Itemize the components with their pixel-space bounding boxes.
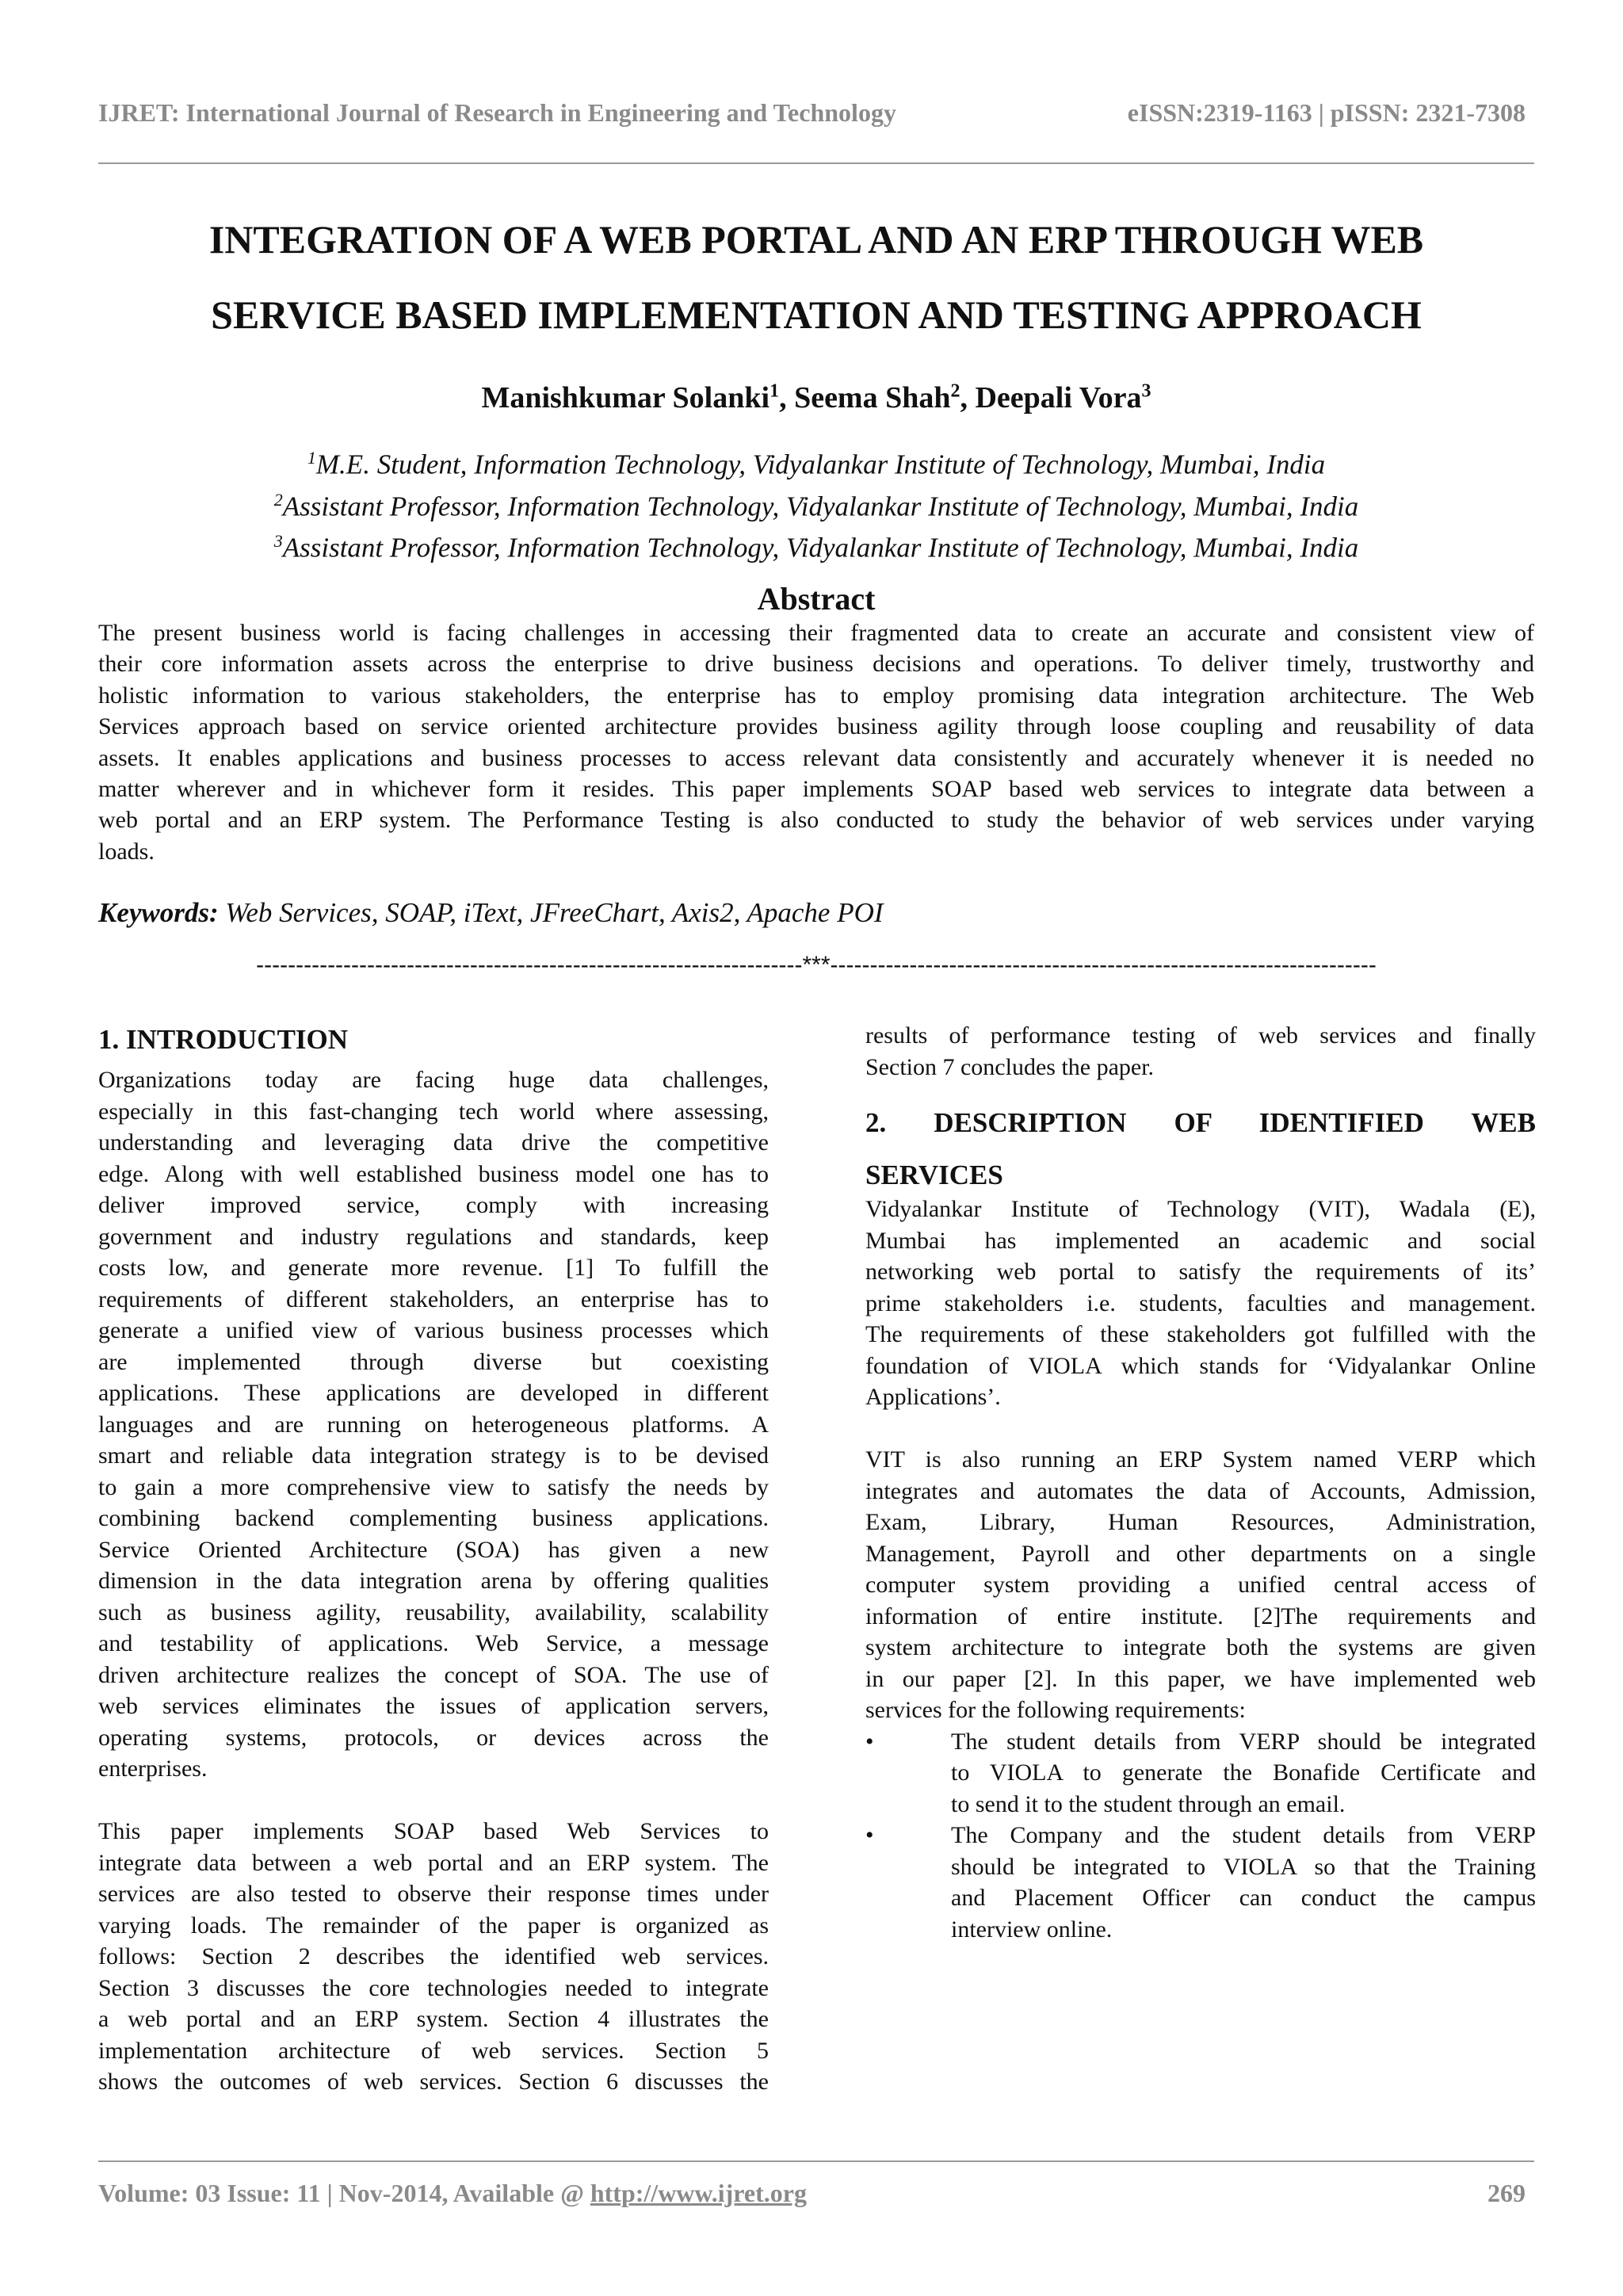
keywords: [98, 897, 884, 929]
text-line: VIT is also running an ERP System named VERP which: [865, 1446, 1536, 1473]
author-sup: 1: [769, 380, 780, 402]
text-line: and Placement Officer can conduct the campus: [951, 1885, 1536, 1911]
text-line: dimension in the data integration arena by offering qualities: [98, 1568, 769, 1594]
abstract-line: web portal and an ERP system. The Performance Testing is also conducted to study the behavior of web services under varying: [98, 807, 1534, 834]
text-line: and testability of applications. Web Service, a message: [98, 1630, 769, 1656]
text-line: The Company and the student details from VERP: [951, 1822, 1536, 1848]
author-name: Seema Shah: [794, 381, 951, 415]
text-line: foundation of VIOLA which stands for ‘Vidyalankar Online: [865, 1352, 1536, 1379]
text-line: integrates and automates the data of Accounts, Admission,: [865, 1477, 1536, 1504]
text-line: such as business agility, reusability, availability, scalability: [98, 1599, 769, 1626]
affiliation-sup: 3: [273, 531, 283, 552]
title-line: SERVICE BASED IMPLEMENTATION AND TESTING APPROACH: [211, 292, 1422, 337]
keywords-label: Keywords:: [98, 897, 219, 928]
intro-paragraph-1: [98, 1064, 769, 1785]
text-line: Mumbai has implemented an academic and social: [865, 1227, 1536, 1254]
text-line: operating systems, protocols, or devices across the: [98, 1724, 769, 1751]
text-line: services for the following requirements:: [865, 1697, 1246, 1723]
text-line: follows: Section 2 describes the identified web services.: [98, 1943, 769, 1969]
left-column: [98, 1020, 769, 2098]
text-line: implementation architecture of web services. Section 5: [98, 2037, 769, 2064]
text-line: should be integrated to VIOLA so that the Training: [951, 1853, 1536, 1880]
heading-line: 2. DESCRIPTION OF IDENTIFIED WEB: [865, 1107, 1536, 1138]
text-line: enterprises.: [98, 1755, 208, 1782]
abstract-line: their core information assets across the enterprise to drive business decisions and operations. To deliver timely, trustworthy and: [98, 651, 1534, 678]
page-number: 269: [1487, 2179, 1526, 2207]
text-line: combining backend complementing business applications.: [98, 1505, 769, 1531]
footer-volume: [98, 2179, 807, 2208]
right-column: [865, 1020, 1536, 1945]
text-line: in our paper [2]. In this paper, we have implemented web: [865, 1665, 1536, 1692]
text-line: computer system providing a unified central access of: [865, 1572, 1536, 1598]
abstract-line: holistic information to various stakeholders, the enterprise has to employ promising data integration architecture. The Web: [98, 682, 1534, 709]
text-line: Management, Payroll and other departments on a single: [865, 1540, 1536, 1567]
text-line: smart and reliable data integration strategy is to be devised: [98, 1442, 769, 1469]
text-line: government and industry regulations and standards, keep: [98, 1223, 769, 1250]
text-line: shows the outcomes of web services. Section 6 discusses the: [98, 2069, 769, 2095]
text-line: Section 3 discusses the core technologies needed to integrate: [98, 1974, 769, 2001]
text-line: system architecture to integrate both the systems are given: [865, 1634, 1536, 1660]
keywords-text: Web Services, SOAP, iText, JFreeChart, Axis2, Apache POI: [218, 897, 884, 928]
affiliation-line: [98, 524, 1534, 566]
abstract-line: The present business world is facing challenges in accessing their fragmented data to create an accurate and consistent view of: [98, 620, 1534, 646]
text-line: applications. These applications are developed in different: [98, 1380, 769, 1406]
journal-name: IJRET: International Journal of Research in Engineering and Technology: [98, 98, 896, 127]
bullet-icon: •: [865, 1822, 874, 1848]
text-line: prime stakeholders i.e. students, faculties and management.: [865, 1289, 1536, 1316]
abstract-line: loads.: [98, 838, 155, 865]
text-line: Applications’.: [865, 1384, 1001, 1410]
affiliation-text: Assistant Professor, Information Technology, Vidyalankar Institute of Technology, Mumbai, India: [282, 491, 1359, 522]
abstract-line: matter wherever and in whichever form it resides. This paper implements SOAP based web services to integrate data between a: [98, 775, 1534, 802]
text-line: integrate data between a web portal and an ERP system. The: [98, 1849, 769, 1876]
text-line: understanding and leveraging data drive the competitive: [98, 1129, 769, 1156]
text-line: languages and are running on heterogeneous platforms. A: [98, 1411, 769, 1438]
text-line: This paper implements SOAP based Web Services to: [98, 1818, 769, 1844]
text-line: Organizations today are facing huge data challenges,: [98, 1067, 769, 1093]
text-line: Section 7 concludes the paper.: [865, 1053, 1155, 1080]
text-line: deliver improved service, comply with increasing: [98, 1192, 769, 1218]
text-line: web services eliminates the issues of application servers,: [98, 1693, 769, 1719]
text-line: The requirements of these stakeholders got fulfilled with the: [865, 1321, 1536, 1347]
abstract-line: assets. It enables applications and business processes to access relevant data consistently and accurately whenever it is needed no: [98, 744, 1534, 771]
text-line: requirements of different stakeholders, an enterprise has to: [98, 1286, 769, 1312]
author-name: Manishkumar Solanki: [481, 381, 770, 415]
text-line: especially in this fast-changing tech world where assessing,: [98, 1098, 769, 1125]
text-line: are implemented through diverse but coexisting: [98, 1348, 769, 1375]
text-line: to VIOLA to generate the Bonafide Certificate and: [951, 1759, 1536, 1786]
section-heading: 1. INTRODUCTION: [98, 1024, 349, 1055]
abstract-body: [98, 617, 1534, 867]
journal-url-link[interactable]: http://www.ijret.org: [590, 2179, 807, 2207]
list-item: [865, 1726, 1536, 1820]
author-sup: 2: [950, 380, 960, 402]
text-line: results of performance testing of web services and finally: [865, 1022, 1536, 1049]
text-line: a web portal and an ERP system. Section 4 illustrates the: [98, 2006, 769, 2032]
text-line: information of entire institute. [2]The requirements and: [865, 1603, 1536, 1629]
author-list: Manishkumar Solanki$^1$, Seema Shah$^2$, Deepali Vora$^3$: [481, 380, 1151, 415]
affiliation-line: [98, 441, 1534, 483]
issn-info: eISSN:2319-1163 | pISSN: 2321-7308: [1127, 98, 1526, 127]
text-line: The student details from VERP should be integrated: [951, 1728, 1536, 1755]
affiliations: [98, 441, 1534, 566]
text-line: to gain a more comprehensive view to satisfy the needs by: [98, 1473, 769, 1500]
text-line: costs low, and generate more revenue. [1] To fulfill the: [98, 1255, 769, 1281]
text-line: generate a unified view of various business processes which: [98, 1317, 769, 1343]
footer-rule: [98, 2160, 1534, 2162]
description-paragraph-1: [865, 1194, 1536, 1413]
list-item: [865, 1820, 1536, 1945]
affiliation-sup: 2: [273, 489, 283, 510]
title-line: INTEGRATION OF A WEB PORTAL AND AN ERP THROUGH WEB: [208, 217, 1424, 262]
affiliation-line: [98, 483, 1534, 525]
affiliation-text: M.E. Student, Information Technology, Vidyalankar Institute of Technology, Mumbai, India: [315, 449, 1326, 480]
intro-paragraph-2: [98, 1816, 769, 2098]
text-line: services are also tested to observe their response times under: [98, 1881, 769, 1907]
section-separator: ---------------------------------------------------------------------***---------------------------------------------------------------------: [256, 952, 1377, 978]
author-sup: 3: [1141, 380, 1151, 402]
section-heading: [865, 1097, 1536, 1194]
paper-title: [98, 202, 1534, 353]
text-line: varying loads. The remainder of the paper is organized as: [98, 1912, 769, 1939]
text-line: edge. Along with well established business model one has to: [98, 1160, 769, 1187]
abstract-line: Services approach based on service oriented architecture provides business agility through loose coupling and reusability of data: [98, 713, 1534, 740]
intro-continuation: [865, 1020, 1536, 1083]
affiliation-text: Assistant Professor, Information Technology, Vidyalankar Institute of Technology, Mumbai, India: [282, 532, 1359, 563]
description-paragraph-2: [865, 1444, 1536, 1726]
text-line: Exam, Library, Human Resources, Administration,: [865, 1509, 1536, 1535]
text-line: networking web portal to satisfy the requirements of its’: [865, 1259, 1536, 1285]
author-name: Deepali Vora: [975, 381, 1142, 415]
abstract-heading: Abstract: [757, 581, 876, 617]
bullet-icon: •: [865, 1728, 874, 1755]
text-line: Service Oriented Architecture (SOA) has given a new: [98, 1536, 769, 1563]
text-line: Vidyalankar Institute of Technology (VIT), Wadala (E),: [865, 1196, 1536, 1222]
heading-line: SERVICES: [865, 1159, 1003, 1190]
text-line: driven architecture realizes the concept of SOA. The use of: [98, 1661, 769, 1688]
text-line: interview online.: [951, 1916, 1113, 1943]
header-rule: [98, 162, 1534, 164]
volume-info: Volume: 03 Issue: 11 | Nov-2014, Available @: [98, 2179, 590, 2207]
text-line: to send it to the student through an email.: [951, 1790, 1346, 1817]
affiliation-sup: 1: [307, 448, 316, 468]
